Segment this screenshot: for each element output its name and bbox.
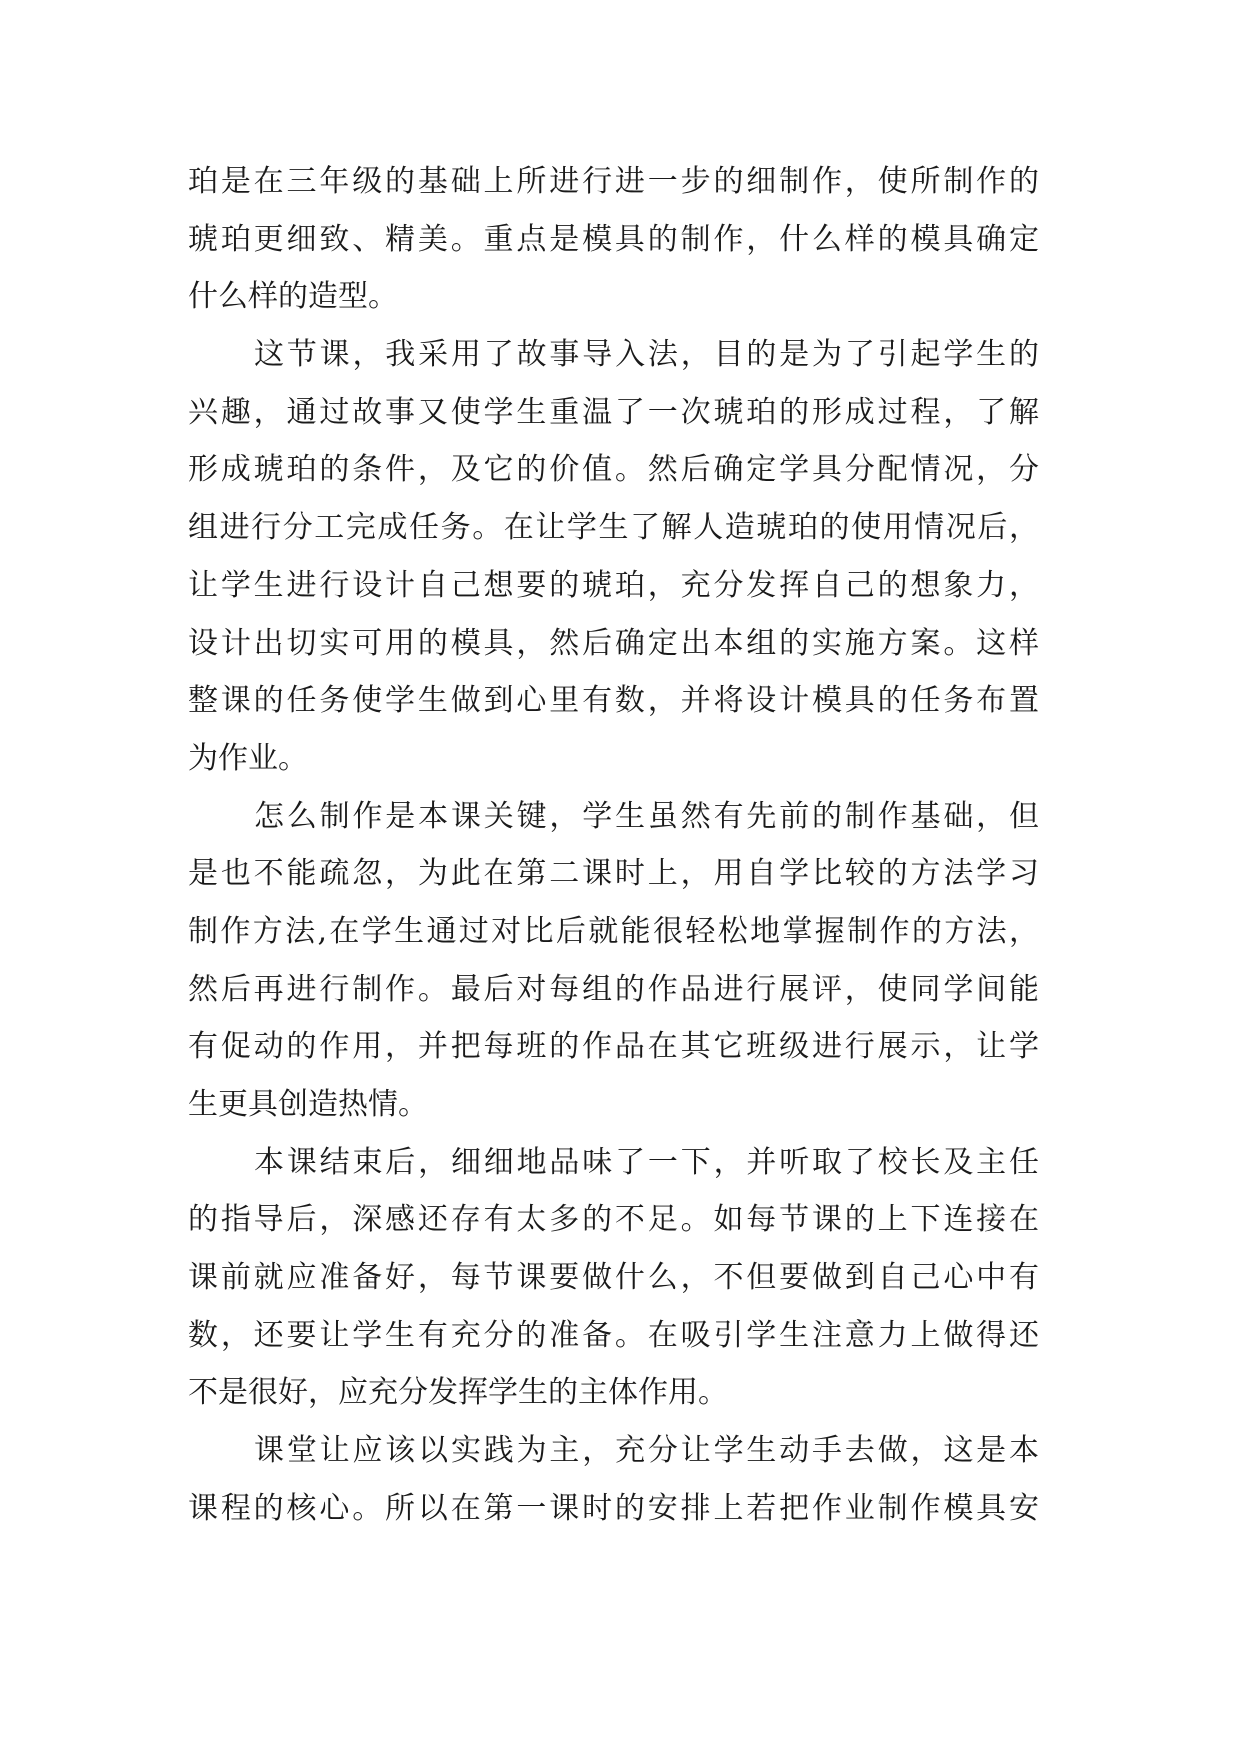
text-line: 有促动的作用，并把每班的作品在其它班级进行展示，让学 <box>188 1029 1039 1065</box>
text-line: 课堂让应该以实践为主，充分让学生动手去做，这是本 <box>254 1433 1039 1469</box>
paragraph-5 <box>188 1422 1039 1537</box>
text-line: 然后再进行制作。最后对每组的作品进行展评，使同学间能 <box>188 971 1039 1007</box>
text-line: 数，还要让学生有充分的准备。在吸引学生注意力上做得还 <box>188 1317 1039 1353</box>
text-line: 这节课，我采用了故事导入法，目的是为了引起学生的 <box>254 337 1039 373</box>
text-line: 什么样的造型。 <box>188 279 398 315</box>
text-line: 课前就应准备好，每节课要做什么，不但要做到自己心中有 <box>188 1260 1039 1296</box>
text-line: 为作业。 <box>188 740 308 776</box>
text-line: 制作方法,在学生通过对比后就能很轻松地掌握制作的方法， <box>188 913 1039 949</box>
paragraph-2 <box>188 326 1039 788</box>
text-line: 的指导后，深感还存有太多的不足。如每节课的上下连接在 <box>188 1202 1039 1238</box>
document-body <box>188 153 1039 1538</box>
text-line: 兴趣，通过故事又使学生重温了一次琥珀的形成过程，了解 <box>188 394 1039 430</box>
text-line: 形成琥珀的条件，及它的价值。然后确定学具分配情况，分 <box>188 452 1039 488</box>
text-line: 让学生进行设计自己想要的琥珀，充分发挥自己的想象力， <box>188 567 1039 603</box>
text-line: 组进行分工完成任务。在让学生了解人造琥珀的使用情况后， <box>188 510 1039 546</box>
paragraph-4 <box>188 1134 1039 1422</box>
text-line: 生更具创造热情。 <box>188 1087 428 1122</box>
paragraph-1 <box>188 153 1039 326</box>
text-line: 课程的核心。所以在第一课时的安排上若把作业制作模具安 <box>188 1490 1039 1526</box>
text-line: 本课结束后，细细地品味了一下，并听取了校长及主任 <box>254 1144 1039 1180</box>
text-line: 珀是在三年级的基础上所进行进一步的细制作，使所制作的 <box>188 164 1039 199</box>
text-line: 是也不能疏忽，为此在第二课时上，用自学比较的方法学习 <box>188 856 1039 892</box>
paragraph-3 <box>188 788 1039 1134</box>
text-line: 设计出切实可用的模具，然后确定出本组的实施方案。这样 <box>188 625 1039 661</box>
text-line: 琥珀更细致、精美。重点是模具的制作，什么样的模具确定 <box>188 221 1039 257</box>
text-line: 怎么制作是本课关键，学生虽然有先前的制作基础，但 <box>254 798 1039 834</box>
text-line: 不是很好，应充分发挥学生的主体作用。 <box>188 1375 728 1411</box>
text-line: 整课的任务使学生做到心里有数，并将设计模具的任务布置 <box>188 683 1039 719</box>
